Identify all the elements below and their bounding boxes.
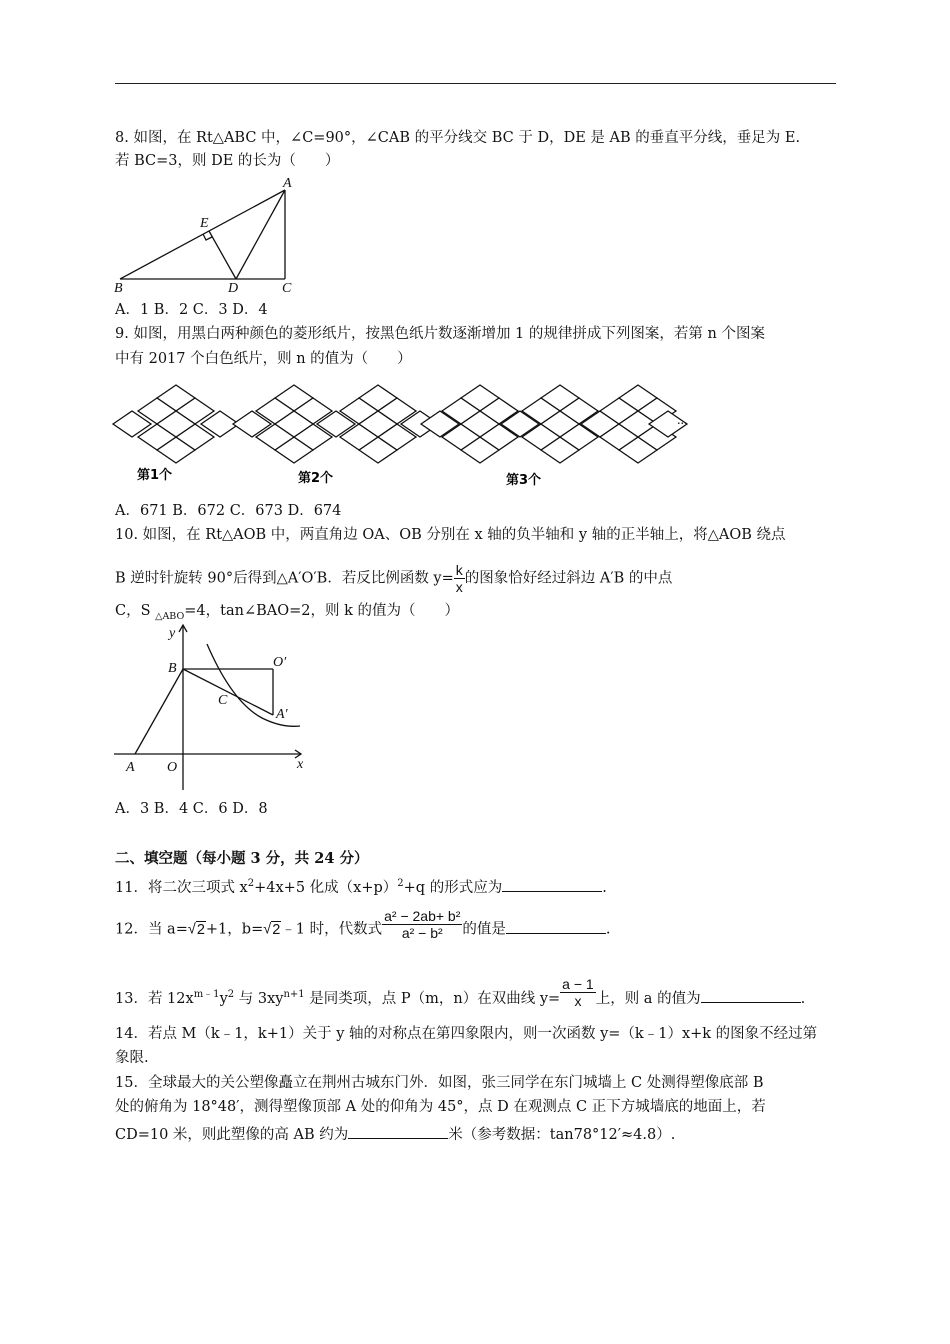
label-e: E [200,216,209,231]
q13-answer-blank[interactable] [701,988,801,1003]
q15-line3 [115,1124,675,1144]
q12-pre: 12．当 a= [115,921,188,938]
q12-fraction [382,908,462,941]
q13-sup1: m﹣1 [193,989,220,1000]
label-x: x [297,757,304,772]
q15-answer-blank[interactable] [348,1124,448,1139]
q12-radicand-b: 2 [272,921,281,938]
q15-line1: 15．全球最大的关公塑像矗立在荆州古城东门外．如图，张三同学在东门城墙上 C 处测得塑像底部 B [115,1075,764,1091]
q13-post: 上，则 a 的值为 [595,990,701,1007]
label-c: C [282,281,292,296]
q10-frac-den: x [455,579,463,595]
q11-end: . [602,879,607,896]
q11-pre: 11．将二次三项式 x [115,879,248,896]
q12-frac-den: a² − b² [401,925,443,941]
q11-mid: +4x+5 化成（x+p） [254,879,398,896]
label-a: A [283,176,292,191]
q11-answer-blank[interactable] [502,877,602,892]
q9-rhombus-patterns [110,380,700,490]
q10-line1: 10. 如图，在 Rt△AOB 中，两直角边 OA、OB 分别在 x 轴的负半轴和 y 轴的正半轴上，将△AOB 绕点 [115,527,786,543]
q13-sup3: n+1 [283,989,305,1000]
q14-line2: 象限. [115,1050,149,1066]
q12-mid2: ﹣1 时，代数式 [281,921,383,938]
q10-line3-sub: △ABO [155,610,185,622]
q12-radicand-a: 2 [196,921,205,938]
q13-mid1: y [219,990,228,1007]
q10-line2-post: 的图象恰好经过斜边 A′B 的中点 [464,570,673,587]
q10-line2-pre: B 逆时针旋转 90°后得到△A′O′B．若反比例函数 y= [115,570,454,587]
label-b: B [168,661,177,676]
q11-post: +q 的形式应为 [403,879,503,896]
label-y: y [169,626,176,641]
q10-fraction [454,562,465,595]
caption-pattern-3: 第3个 [506,473,542,488]
q11-line [115,875,607,897]
q13-frac-num: a − 1 [562,976,594,993]
q13-fraction [560,976,596,1009]
q13-pre: 13．若 12x [115,990,194,1007]
segment-de [209,231,236,279]
q9-line1: 9. 如图，用黑白两种颜色的菱形纸片，按黑色纸片数逐渐增加 1 的规律拼成下列图案，若第 n 个图案 [115,326,765,342]
q15-line3-pre: CD=10 米，则此塑像的高 AB 约为 [115,1127,349,1143]
q9-options: A．671 B．672 C．673 D．674 [115,503,342,519]
q13-mid3: 是同类项，点 P（m，n）在双曲线 y= [304,990,561,1007]
q13-end: . [800,990,806,1007]
label-a-prime: A′ [276,707,288,722]
label-o-prime: O′ [273,655,287,670]
label-c: C [218,693,228,708]
segment-ab [135,669,183,754]
label-d: D [228,281,239,296]
caption-pattern-1: 第1个 [137,468,173,483]
q10-line3-post: =4，tan∠BAO=2，则 k 的值为（ ） [184,603,459,619]
q15-line3-post: 米（参考数据：tan78°12′≈4.8）. [448,1127,676,1143]
q13-sup2: 2 [227,989,235,1000]
q8-line1: 8. 如图，在 Rt△ABC 中，∠C=90°，∠CAB 的平分线交 BC 于 D，DE 是 AB 的垂直平分线，垂足为 E. [115,130,801,146]
q12-frac-num: a² − 2ab+ b² [384,908,461,924]
q8-line2: 若 BC=3，则 DE 的长为（ ） [115,153,340,169]
pattern-ellipsis: ... [677,413,688,428]
q12-sqrt-b: √2 [263,921,281,938]
q11-sup1: 2 [247,878,255,889]
q10-frac-num: k [455,562,463,578]
q12-sqrt-a: √2 [187,921,205,938]
q10-options: A．3 B．4 C．6 D．8 [115,801,268,817]
q15-line2: 处的俯角为 18°48′，测得塑像顶部 A 处的仰角为 45°，点 D 在观测点 C 正下方城墙底的地面上，若 [115,1099,766,1115]
q14-line1: 14．若点 M（k﹣1，k+1）关于 y 轴的对称点在第四象限内，则一次函数 y=（k﹣1）x+k 的图象不经过第 [115,1026,818,1042]
q8-triangle-figure [112,174,302,296]
q11-sup2: 2 [397,878,404,889]
q12-post: 的值是 [462,921,506,938]
q12-answer-blank[interactable] [506,919,606,934]
q10-coordinate-figure [112,622,312,792]
q12-end: . [605,921,611,938]
q12-line [115,908,611,941]
caption-pattern-2: 第2个 [298,471,334,486]
label-o: O [167,760,178,775]
q10-line3-pre: C，S [115,603,156,619]
q13-line [115,976,806,1010]
q12-mid1: +1，b= [205,921,264,938]
label-a: A [126,760,135,775]
label-b: B [114,281,123,296]
q13-mid2: 与 3xy [234,990,284,1007]
q10-line2 [115,562,672,595]
section-title: 二、填空题（每小题 3 分，共 24 分） [115,850,369,867]
q9-line2: 中有 2017 个白色纸片，则 n 的值为（ ） [115,351,412,367]
segment-ba1 [183,669,273,715]
q13-frac-den: x [574,993,582,1010]
q8-options: A．1 B．2 C．3 D．4 [115,302,268,318]
header-rule [115,83,836,84]
